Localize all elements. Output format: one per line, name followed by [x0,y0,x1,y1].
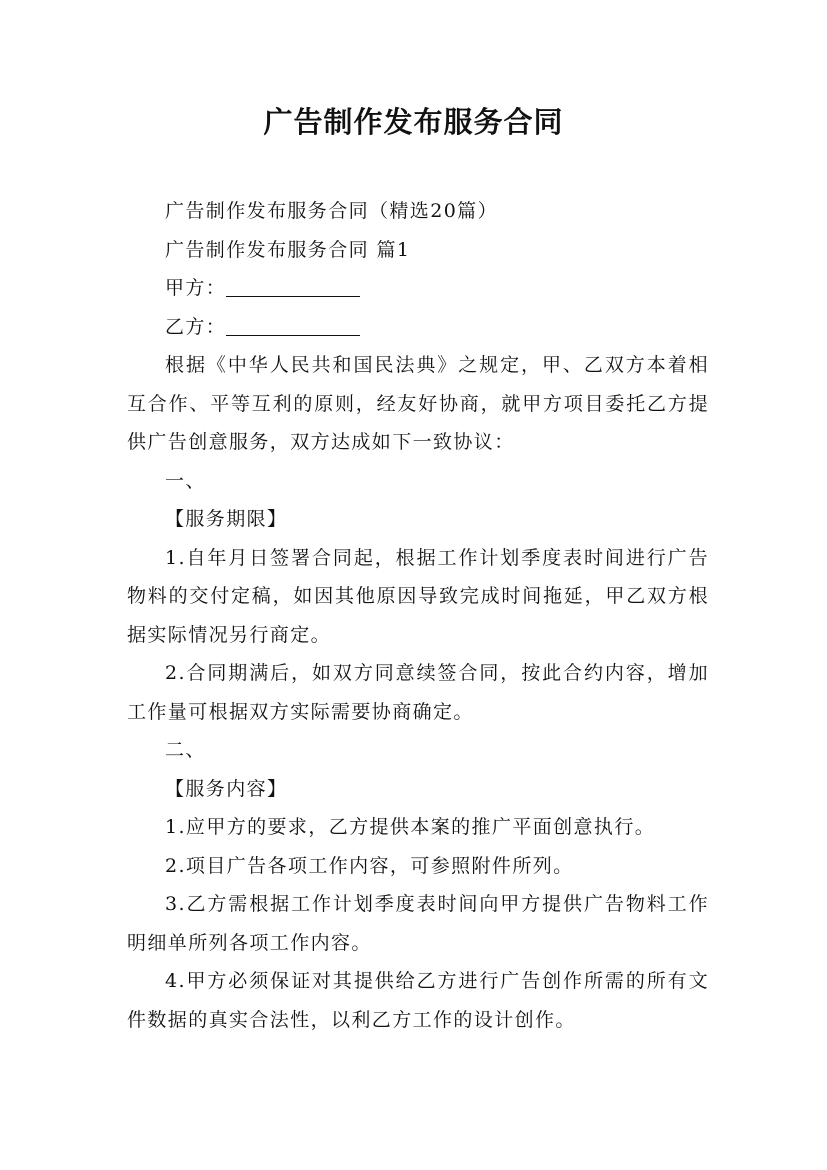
chapter-heading: 广告制作发布服务合同 篇1 [165,238,411,261]
party-b-line [127,308,709,347]
section-2-item-1: 1.应甲方的要求，乙方提供本案的推广平面创意执行。 [165,816,656,838]
document-title: 广告制作发布服务合同 [263,105,564,139]
document-body [127,192,709,1039]
party-a-blank-line [226,276,360,297]
party-a-label: 甲方： [165,277,227,299]
section-2-heading: 【服务内容】 [165,777,288,800]
section-2-item-3: 3.乙方需根据工作计划季度表时间向甲方提供广告物料工作明细单所列各项工作内容。 [127,893,709,954]
preamble-paragraph: 根据《中华人民共和国民法典》之规定，甲、乙双方本着相互合作、平等互利的原则，经友好协商，就甲方项目委托乙方提供广告创意服务，双方达成如下一致协议： [127,354,709,453]
section-2-item-4: 4.甲方必须保证对其提供给乙方进行广告创作所需的所有文件数据的真实合法性，以利乙方工作的设计创作。 [127,970,709,1031]
party-b-label: 乙方： [165,315,227,338]
party-b-blank-line [226,315,360,336]
section-1-item-2: 2.合同期满后，如双方同意续签合同，按此合约内容，增加工作量可根据双方实际需要协商确定。 [127,662,709,723]
section-2-number: 二、 [165,739,206,761]
party-a-line [127,269,709,308]
section-1-item-1: 1.自年月日签署合同起，根据工作计划季度表时间进行广告物料的交付定稿，如因其他原因导致完成时间拖延，甲乙双方根据实际情况另行商定。 [127,546,709,646]
document-subtitle: 广告制作发布服务合同（精选20篇） [165,200,498,222]
section-1-number: 一、 [165,469,206,492]
section-2-item-2: 2.项目广告各项工作内容，可参照附件所列。 [165,854,574,877]
section-1-heading: 【服务期限】 [165,508,288,530]
